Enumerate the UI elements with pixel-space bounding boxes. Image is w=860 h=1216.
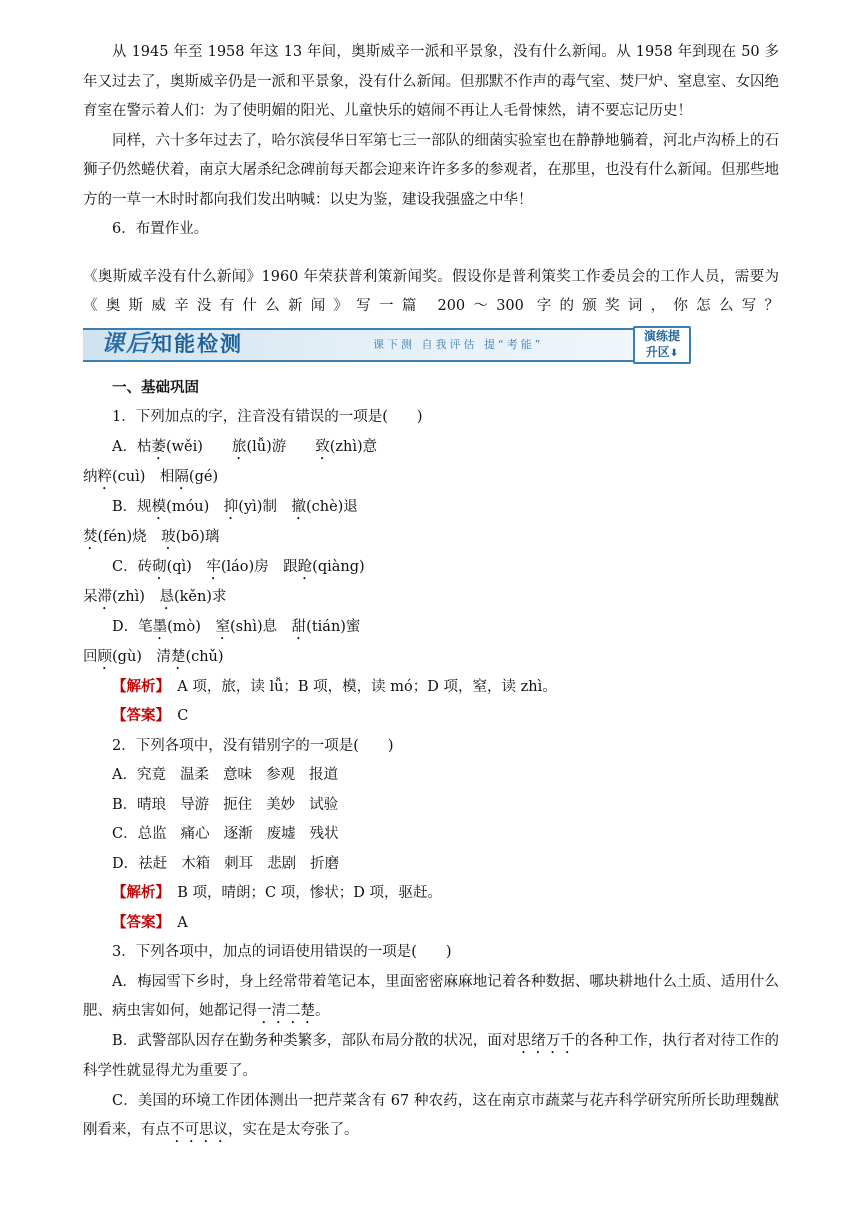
banner-subtitle: 课下测 自我评估 提“考能”	[373, 337, 544, 351]
q1-analysis: 【解析】 A 项，旅，读 lǚ；B 项，模，读 mó；D 项，窒，读 zhì。	[112, 678, 557, 695]
analysis-label: 【解析】	[112, 885, 163, 901]
section-banner	[83, 328, 689, 362]
q1-option-b-line-2: 焚(fén)烧 玻(bō)璃	[83, 528, 220, 545]
answer-label: 【答案】	[112, 914, 163, 931]
q1-stem: 1．下列加点的字，注音没有错误的一项是( )	[112, 409, 423, 425]
q1-option-b-line-1: B．规模(móu) 抑(yì)制 撤(chè)退	[112, 498, 358, 515]
assignment-line-2: 《奥斯威辛没有什么新闻》写一篇 200～300 字的颁奖词，你怎么写？	[83, 298, 779, 314]
intro-paragraph-1: 从 1945 年至 1958 年这 13 年间，奥斯威辛一派和平景象，没有什么新闻。从 1958 年到现在 50 多年又过去了，奥斯威辛仍是一派和平景象，没有什么新闻。但那默不作声的毒气室、焚尸炉、窒息室、女囚绝育室在警示着人们：为了使明媚的阳光、儿童快乐的嬉闹不再让人毛骨悚然，请不要忘记历史！	[83, 44, 779, 119]
badge-line-2: 升区	[645, 344, 670, 359]
q3-stem: 3．下列各项中，加点的词语使用错误的一项是( )	[112, 944, 452, 960]
answer-label: 【答案】	[112, 708, 163, 724]
homework-item: 6．布置作业。	[112, 221, 209, 237]
down-arrow-icon: ⬇	[669, 347, 679, 359]
q1-option-c-line-2: 呆滞(zhì) 恳(kěn)求	[83, 588, 227, 605]
q1-option-a-line-1: A．枯萎(wěi) 旅(lǚ)游 致(zhì)意	[112, 438, 378, 455]
q2-option-c: C．总监 痛心 逐渐 废墟 残状	[112, 826, 339, 842]
banner-title-rest: 知能检测	[151, 331, 243, 356]
assignment-line-1: 《奥斯威辛没有什么新闻》1960 年荣获普利策新闻奖。假设你是普利策奖工作委员会的工作人员，需要为	[83, 268, 779, 285]
q2-option-b: B．晴琅 导游 扼住 美妙 试验	[112, 796, 339, 813]
q1-answer: 【答案】 C	[112, 708, 189, 724]
analysis-label: 【解析】	[112, 678, 163, 695]
q2-analysis: 【解析】 B 项，晴朗；C 项，惨状；D 项，驱赶。	[112, 885, 442, 901]
q3-option-a: A．梅园雪下乡时，身上经常带着笔记本，里面密密麻麻地记着各种数据、哪块耕地什么土质、适用什么肥、病虫害如何，她都记得一清二楚。	[83, 973, 779, 1019]
banner-title-lead: 课后	[101, 330, 151, 357]
badge-line-1: 演练提	[643, 328, 680, 343]
practice-badge	[633, 326, 691, 364]
q2-option-a: A．究竟 温柔 意味 参观 报道	[112, 767, 338, 783]
q1-option-a-line-2: 纳粹(cuì) 相隔(gé)	[83, 468, 219, 485]
banner-title	[101, 328, 243, 360]
q3-option-c: C．美国的环境工作团体测出一把芹菜含有 67 种农药，这在南京市蔬菜与花卉科学研究所所长助理魏猷刚看来，有点不可思议，实在是太夸张了。	[83, 1092, 779, 1138]
section-heading: 一、基础巩固	[112, 379, 199, 396]
q1-option-d-line-1: D．笔墨(mò) 窒(shì)息 甜(tián)蜜	[112, 618, 361, 635]
q2-option-d: D．祛赶 木箱 刺耳 悲剧 折磨	[112, 855, 340, 872]
q1-option-d-line-2: 回顾(gù) 清楚(chǔ)	[83, 648, 224, 665]
intro-paragraph-2: 同样，六十多年过去了，哈尔滨侵华日军第七三一部队的细菌实验室也在静静地躺着，河北卢沟桥上的石狮子仍然蜷伏着，南京大屠杀纪念碑前每天都会迎来许许多多的参观者，在那里，也没有什么新闻。但那些地方的一草一木时时都向我们发出呐喊：以史为鉴，建设我强盛之中华！	[83, 132, 779, 208]
q2-stem: 2．下列各项中，没有错别字的一项是( )	[112, 737, 394, 754]
q2-answer: 【答案】 A	[112, 914, 188, 931]
q3-option-b: B．武警部队因存在勤务种类繁多，部队布局分散的状况，面对思绪万千的各种工作，执行者对待工作的科学性就显得尤为重要了。	[83, 1033, 780, 1079]
q1-option-c-line-1: C．砖砌(qì) 牢(láo)房 跟跄(qiàng)	[112, 558, 365, 575]
document-content	[83, 38, 779, 1146]
